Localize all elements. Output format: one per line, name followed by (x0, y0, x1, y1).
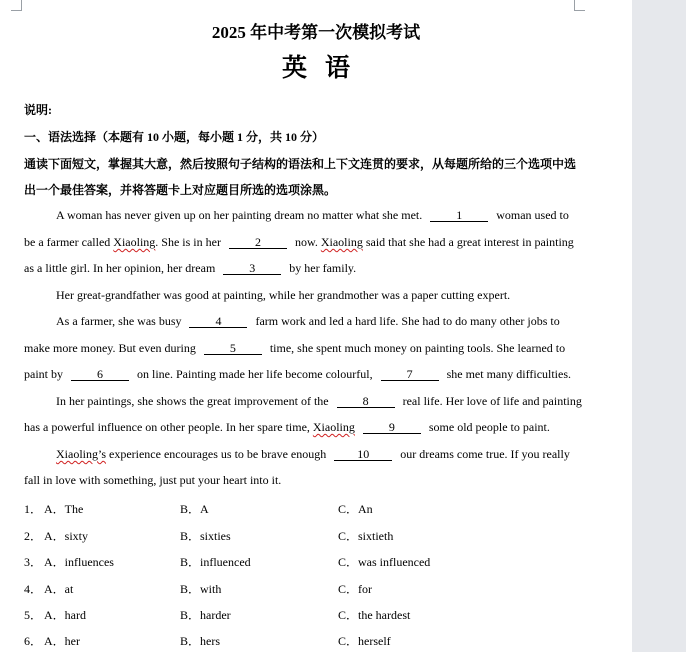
passage-text: she met many difficulties. (446, 367, 572, 381)
passage-text: As a farmer, she was busy (56, 314, 182, 328)
passage-text: farm work and led a hard life. She had to do many other jobs to (255, 314, 560, 328)
passage-text: now. (294, 235, 318, 249)
passage-line (56, 208, 569, 223)
option-number: 4． (24, 582, 43, 596)
passage-line (24, 235, 574, 250)
name-xiaoling: Xiaoling (312, 420, 355, 434)
directions-line-2: 出一个最佳答案，并将答题卡上对应题目所选的选项涂黑。 (24, 183, 337, 197)
blank-7: 7 (381, 368, 439, 381)
option-a: A．The (44, 502, 84, 516)
option-b: B．hers (180, 634, 220, 648)
option-number: 6． (24, 634, 43, 648)
option-c: C．was influenced (338, 555, 431, 569)
crop-mark-top-left (11, 0, 22, 11)
blank-5: 5 (204, 342, 262, 355)
passage-text: In her paintings, she shows the great improvement of the (56, 394, 329, 408)
option-number: 1． (24, 502, 43, 516)
section-title: 一、语法选择（本题有 10 小题，每小题 1 分，共 10 分） (24, 130, 325, 144)
passage-text: fall in love with something, just put your heart into it. (24, 473, 282, 487)
option-c: C．the hardest (338, 608, 411, 622)
blank-10: 10 (334, 448, 392, 461)
name-xiaoling-possessive: Xiaoling’s (56, 447, 106, 461)
passage-text: by her family. (289, 261, 357, 275)
option-c: C．herself (338, 634, 391, 648)
option-c: C．An (338, 502, 373, 516)
passage-text: . She is in her (155, 235, 221, 249)
option-b: B．harder (180, 608, 231, 622)
passage-line (24, 367, 571, 382)
passage-line (56, 394, 582, 409)
passage-text: A woman has never given up on her painting dream no matter what she met. (56, 208, 423, 222)
passage-text: Her great-grandfather was good at painting, while her grandmother was a paper cutting expert. (56, 288, 511, 302)
passage-text: said that she had a great interest in painting (365, 235, 574, 249)
option-a: A．sixty (44, 529, 89, 543)
passage-text: time, she spent much money on painting tools. She learned to (269, 341, 566, 355)
directions-line-1: 通读下面短文，掌握其大意，然后按照句子结构的语法和上下文连贯的要求，从每题所给的三个选项中选 (24, 157, 577, 171)
option-c: C．for (338, 582, 372, 596)
blank-6: 6 (71, 368, 129, 381)
passage-text: woman used to (496, 208, 569, 222)
option-b: B．A (180, 502, 209, 516)
passage-text: our dreams come true. If you really (400, 447, 570, 461)
passage-line (24, 261, 356, 276)
option-a: A．her (44, 634, 80, 648)
subject-title: 英语 (281, 55, 368, 82)
passage-text: has a powerful influence on other people. In her spare time, (24, 420, 310, 434)
passage-text: as a little girl. In her opinion, her dream (24, 261, 216, 275)
option-c: C．sixtieth (338, 529, 394, 543)
passage-line (56, 288, 510, 303)
option-number: 5． (24, 608, 43, 622)
blank-8: 8 (337, 395, 395, 408)
name-xiaoling: Xiaoling (113, 235, 156, 249)
blank-9: 9 (363, 421, 421, 434)
blank-3: 3 (223, 262, 281, 275)
passage-line (24, 420, 550, 435)
option-number: 2． (24, 529, 43, 543)
passage-text: be a farmer called (24, 235, 111, 249)
passage-line (24, 341, 565, 356)
option-a: A．hard (44, 608, 86, 622)
option-b: B．influenced (180, 555, 251, 569)
blank-1: 1 (430, 209, 488, 222)
blank-4: 4 (189, 315, 247, 328)
passage-line (24, 473, 281, 488)
instructions-label: 说明: (24, 103, 52, 117)
option-a: A．at (44, 582, 74, 596)
name-xiaoling: Xiaoling (320, 235, 363, 249)
passage-text: make more money. But even during (24, 341, 196, 355)
passage-text: experience encourages us to be brave enough (109, 447, 327, 461)
passage-text: real life. Her love of life and painting (402, 394, 582, 408)
passage-line (56, 314, 560, 329)
blank-2: 2 (229, 236, 287, 249)
passage-text: on line. Painting made her life become colourful, (137, 367, 373, 381)
option-a: A．influences (44, 555, 114, 569)
passage-text: some old people to paint. (428, 420, 550, 434)
option-b: B．sixties (180, 529, 231, 543)
passage-line (56, 447, 570, 462)
option-number: 3． (24, 555, 43, 569)
option-b: B．with (180, 582, 222, 596)
passage-text: paint by (24, 367, 63, 381)
crop-mark-top-right (574, 0, 585, 11)
exam-title: 2025 年中考第一次模拟考试 (211, 23, 421, 42)
